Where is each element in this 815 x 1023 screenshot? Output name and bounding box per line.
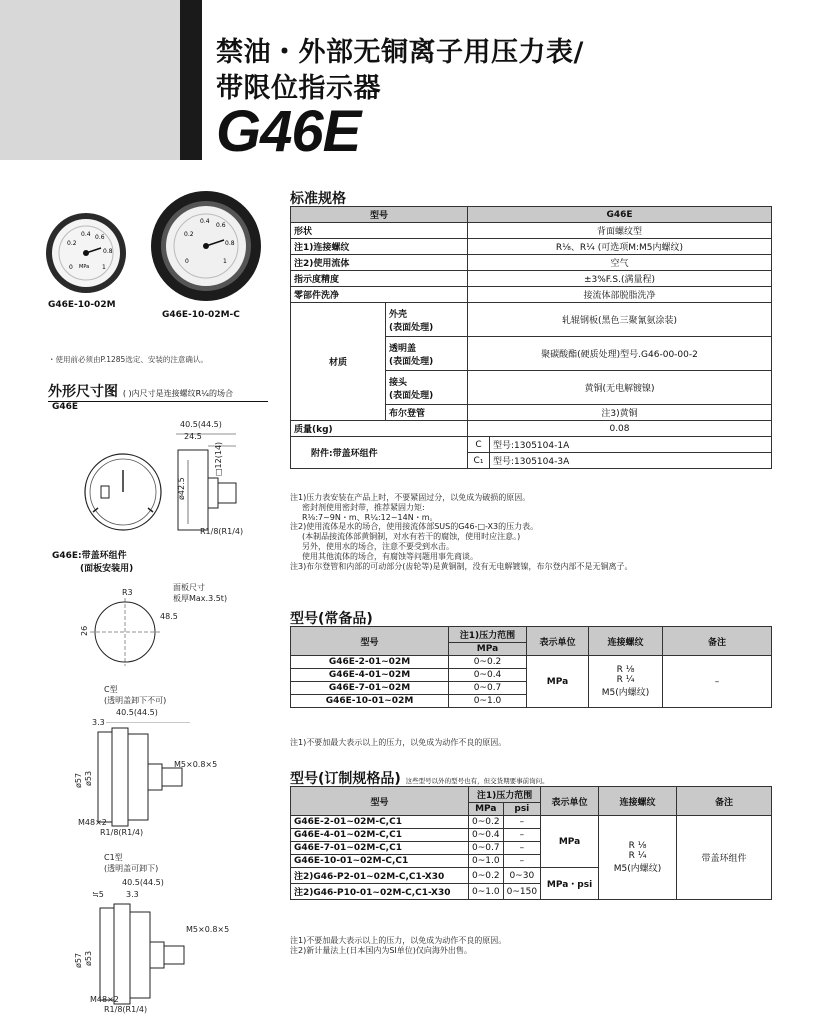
- material-value: 轧辊钢板(黑色三聚氰氨涂装): [468, 303, 772, 337]
- spec-note: 注3)布尔登管和内部的可动部分(齿轮等)是黄铜制，没有无电解镀镍，布尔登内部不是无铜离子。: [290, 561, 633, 571]
- dim-26: 26: [80, 625, 89, 636]
- panel-cutout-drawing: [80, 590, 180, 680]
- cus-model: G46E-2-01~02M-C,C1: [291, 816, 469, 829]
- cus-model: 注2)G46-P10-01~02M-C,C1-X30: [291, 884, 469, 900]
- gauge-tick: 0.6: [216, 222, 226, 229]
- dims-title: 外形尺寸图: [48, 384, 118, 400]
- cus-psi: –: [503, 855, 540, 868]
- std-h-remark: 备注: [663, 627, 772, 656]
- c-dim-57: ø57: [74, 772, 83, 788]
- c1-dim-m48: M48×2: [90, 995, 119, 1004]
- specs-col-model: 型号: [291, 207, 468, 223]
- c-dim-53: ø53: [84, 770, 93, 786]
- custom-note-1: 注1)不要加最大表示以上的压力，以免成为动作不良的原因。: [290, 936, 507, 945]
- std-h-range: 注1)压力范围: [449, 627, 527, 643]
- gauge-tick: 0: [69, 264, 73, 271]
- spec-value: R⅛、R¼ (可选项M:M5内螺纹): [468, 239, 772, 255]
- accessory-key: C: [468, 437, 490, 453]
- dims-g46e-label: G46E: [52, 402, 79, 412]
- accessory-value: 型号:1305104-3A: [490, 453, 772, 469]
- material-label: 材质: [291, 303, 386, 421]
- std-model: G46E-10-01~02M: [291, 695, 449, 708]
- cus-unit-1: MPa: [541, 816, 599, 868]
- custom-title: 型号(订制规格品): [290, 771, 401, 787]
- cus-unit-2: MPa・psi: [541, 868, 599, 900]
- dim-r3: R3: [122, 588, 133, 597]
- mass-label: 质量(kg): [291, 421, 468, 437]
- std-model: G46E-7-01~02M: [291, 682, 449, 695]
- dim-12-14: □12(14): [214, 441, 223, 476]
- specs-title: 标准规格: [290, 188, 772, 209]
- std-thread-3: M5(内螺纹): [601, 688, 650, 698]
- cus-thread: [599, 816, 677, 900]
- panel-note-1: 面板尺寸: [173, 583, 205, 592]
- dim-42-5: ø42.5: [177, 477, 186, 500]
- cus-h-unit: 表示单位: [541, 787, 599, 816]
- std-thread-2: R ¼: [616, 675, 635, 685]
- cus-model: G46E-10-01~02M-C,C1: [291, 855, 469, 868]
- cus-h-thread: 连接螺纹: [599, 787, 677, 816]
- gauge-tick: 1: [223, 258, 227, 265]
- gauge-tick: 0.8: [103, 248, 113, 255]
- accessory-key: C₁: [468, 453, 490, 469]
- front-side-drawing: [48, 420, 268, 540]
- spec-key: 零部件洗净: [291, 287, 468, 303]
- c1-dim-5: ≒5: [92, 890, 104, 899]
- cus-psi: –: [503, 829, 540, 842]
- gauge-tick: 0.6: [95, 234, 105, 241]
- spec-value: ±3%F.S.(满量程): [468, 271, 772, 287]
- std-h-thread: 连接螺纹: [589, 627, 663, 656]
- material-key: 接头 (表面处理): [386, 371, 468, 405]
- cus-h-model: 型号: [291, 787, 469, 816]
- spec-note: 注2)使用流体是水的场合，使用接流体部SUS的G46-□-X3的压力表。: [290, 522, 539, 532]
- panel-note-2: 板厚Max.3.5t): [173, 594, 228, 603]
- specs-notes: [290, 493, 632, 571]
- std-thread: [589, 656, 663, 708]
- gauge-tick: 0: [185, 258, 189, 265]
- gauge-tick: 1: [102, 264, 106, 271]
- cus-range: 0~0.7: [469, 842, 504, 855]
- cus-model: G46E-4-01~02M-C,C1: [291, 829, 469, 842]
- cus-psi: –: [503, 842, 540, 855]
- c1-dim-40-5: 40.5(44.5): [122, 878, 164, 887]
- spec-key: 形状: [291, 223, 468, 239]
- gauge-tick: 0.4: [81, 231, 91, 238]
- spec-note: 使用其他流体的场合，有腐蚀等问题用事先商谈。: [302, 551, 478, 561]
- cus-psi: 0~150: [503, 884, 540, 900]
- spec-note: (本制品接流体部黄铜制，对水有若干的腐蚀，使用时应注意。): [302, 532, 521, 542]
- c-type-label-1: C型: [104, 685, 118, 694]
- cus-range: 0~1.0: [469, 855, 504, 868]
- custom-note-2: 注2)新计量法上(日本国内为SI单位)仅向海外出售。: [290, 945, 472, 955]
- custom-notes: [290, 936, 506, 956]
- c-dim-m5: M5×0.8×5: [174, 760, 218, 769]
- c1-type-side-drawing: [90, 900, 200, 1010]
- std-h-unit: 表示单位: [527, 627, 589, 656]
- c-dim-r18: R1/8(R1/4): [100, 828, 144, 837]
- c1-type-label-1: C1型: [104, 853, 123, 862]
- dim-r18: R1/8(R1/4): [200, 527, 244, 536]
- cus-range: 0~0.2: [469, 816, 504, 829]
- gauge-tick: 0.2: [184, 231, 194, 238]
- cus-thread-3: M5(内螺纹): [613, 864, 662, 874]
- material-value: 注3)黄铜: [468, 405, 772, 421]
- material-key: 外壳 (表面处理): [386, 303, 468, 337]
- material-key: 布尔登管: [386, 405, 468, 421]
- header-black-bar: [180, 0, 202, 160]
- spec-key: 注1)连接螺纹: [291, 239, 468, 255]
- dims-subtitle: ( )内尺寸是连接螺纹R¼的场合: [122, 389, 233, 398]
- gauge-photo-small: [45, 212, 127, 294]
- spec-value: 接流体部脱脂洗净: [468, 287, 772, 303]
- std-h-model: 型号: [291, 627, 449, 656]
- std-range: 0~0.2: [449, 656, 527, 669]
- panel-label-1: G46E:带盖环组件: [52, 551, 127, 561]
- photo-caption-2: G46E-10-02M-C: [162, 310, 240, 320]
- std-model: G46E-2-01~02M: [291, 656, 449, 669]
- gauge-tick: 0.2: [67, 240, 77, 247]
- c-dim-3-3: 3.3: [92, 718, 105, 727]
- material-value: 黄铜(无电解镀镍): [468, 371, 772, 405]
- spec-key: 指示度精度: [291, 271, 468, 287]
- cus-remark: 带盖环组件: [677, 816, 772, 900]
- spec-note: 另外，使用水的场合，注意不要受到水击。: [302, 541, 454, 551]
- safety-note: ・使用前必须由P.1285选定、安装的注意确认。: [48, 355, 208, 364]
- c-dim-m48: M48×2: [78, 818, 107, 827]
- cus-h-psi: psi: [503, 803, 540, 816]
- c1-type-label-2: (透明盖可卸下): [104, 864, 159, 873]
- panel-label-2: (面板安装用): [80, 564, 134, 574]
- page-title-line1: 禁油・外部无铜离子用压力表/: [216, 37, 584, 68]
- standard-note: 注1)不要加最大表示以上的压力，以免成为动作不良的原因。: [290, 738, 507, 747]
- gauge-photo-with-cover: [150, 190, 262, 302]
- material-value: 聚碳酸酯(硬质处理)型号.G46-00-00-2: [468, 337, 772, 371]
- c1-dim-3-3: 3.3: [126, 890, 139, 899]
- cus-h-range: 注1)压力范围: [469, 787, 541, 803]
- standard-table: [290, 626, 772, 708]
- cus-model: G46E-7-01~02M-C,C1: [291, 842, 469, 855]
- std-range: 0~0.7: [449, 682, 527, 695]
- cus-range: 0~1.0: [469, 884, 504, 900]
- dim-48-5: 48.5: [160, 612, 178, 621]
- c1-dim-r18: R1/8(R1/4): [104, 1005, 148, 1014]
- cus-range: 0~0.4: [469, 829, 504, 842]
- cus-thread-1: R ⅛: [628, 841, 647, 851]
- c1-dim-m5: M5×0.8×5: [186, 925, 230, 934]
- std-model: G46E-4-01~02M: [291, 669, 449, 682]
- std-thread-1: R ⅛: [616, 665, 635, 675]
- accessory-value: 型号:1305104-1A: [490, 437, 772, 453]
- cus-thread-2: R ¼: [628, 851, 647, 861]
- accessory-label: 附件:带盖环组件: [291, 437, 468, 469]
- photo-caption-1: G46E-10-02M: [48, 300, 116, 310]
- c1-dim-57: ø57: [74, 952, 83, 968]
- c-type-label-2: (透明盖卸下不可): [104, 696, 167, 705]
- spec-key: 注2)使用流体: [291, 255, 468, 271]
- cus-psi: 0~30: [503, 868, 540, 884]
- gauge-tick: 0.8: [225, 240, 235, 247]
- cus-h-mpa: MPa: [469, 803, 504, 816]
- specs-col-value: G46E: [468, 207, 772, 223]
- spec-value: 背面螺纹型: [468, 223, 772, 239]
- spec-note: 密封剂使用密封带，推荐紧固力矩:: [302, 502, 425, 512]
- header-grey-band: [0, 0, 180, 160]
- std-range: 0~1.0: [449, 695, 527, 708]
- specs-table: [290, 206, 772, 469]
- spec-note: R⅛:7~9N・m、R¼:12~14N・m。: [302, 512, 438, 522]
- std-h-mpa: MPa: [449, 643, 527, 656]
- gauge-tick: 0.4: [200, 218, 210, 225]
- cus-range: 0~0.2: [469, 868, 504, 884]
- c-type-side-drawing: [90, 722, 200, 832]
- dim-40-5: 40.5(44.5): [180, 420, 222, 429]
- gauge-unit: MPa: [79, 264, 90, 270]
- standard-title: 型号(常备品): [290, 608, 772, 629]
- dims-section-title: [48, 381, 268, 402]
- dim-24-5: 24.5: [184, 432, 202, 441]
- spec-note: 注1)压力表安装在产品上时，不要紧固过分，以免成为破损的原因。: [290, 493, 531, 502]
- page-title-line2: 带限位指示器: [216, 73, 381, 104]
- std-remark: –: [663, 656, 772, 708]
- custom-subtitle: 这些型号以外的型号也有，但交货期要事前询问。: [405, 777, 549, 785]
- cus-h-remark: 备注: [677, 787, 772, 816]
- std-unit: MPa: [527, 656, 589, 708]
- spec-value: 空气: [468, 255, 772, 271]
- cus-psi: –: [503, 816, 540, 829]
- page-model-title: G46E: [216, 99, 361, 164]
- material-key: 透明盖 (表面处理): [386, 337, 468, 371]
- mass-value: 0.08: [468, 421, 772, 437]
- std-range: 0~0.4: [449, 669, 527, 682]
- custom-table: [290, 786, 772, 900]
- cus-model: 注2)G46-P2-01~02M-C,C1-X30: [291, 868, 469, 884]
- c1-dim-53: ø53: [84, 950, 93, 966]
- c-dim-40-5: 40.5(44.5): [116, 708, 158, 717]
